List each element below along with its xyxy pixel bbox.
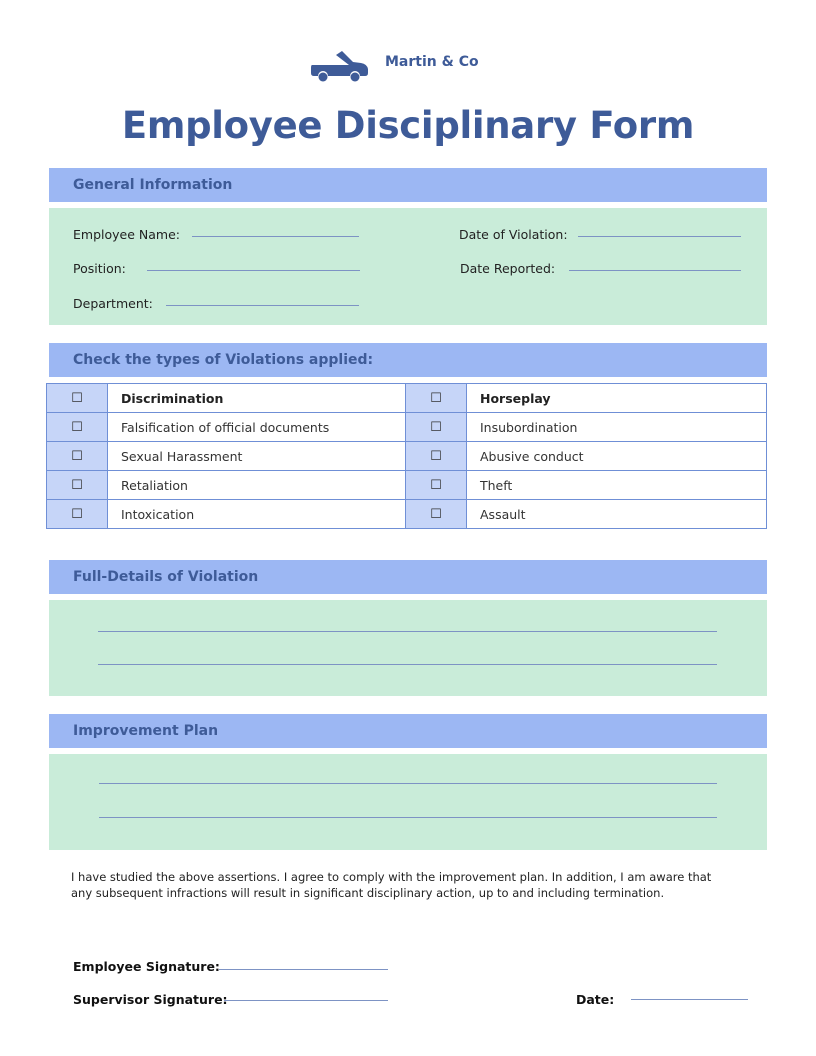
checkbox[interactable]: ☐	[47, 384, 108, 413]
checkbox[interactable]: ☐	[47, 442, 108, 471]
table-row	[47, 413, 767, 442]
date-of-violation-field[interactable]	[578, 236, 741, 237]
date-of-violation-label: Date of Violation:	[459, 227, 568, 242]
checkbox[interactable]: ☐	[406, 442, 467, 471]
date-reported-field[interactable]	[569, 270, 741, 271]
employee-name-label: Employee Name:	[73, 227, 180, 242]
table-row	[47, 500, 767, 529]
position-field[interactable]	[147, 270, 360, 271]
details-box	[49, 600, 767, 696]
violations-table	[46, 383, 767, 529]
general-information-heading: General Information	[49, 168, 767, 202]
violation-label: Abusive conduct	[467, 442, 767, 471]
agreement-statement: I have studied the above assertions. I agree to comply with the improvement plan. In addition, I am aware that any subsequent infractions will result in significant disciplinary action, up to and including termination.	[71, 870, 712, 900]
improvement-heading: Improvement Plan	[49, 714, 767, 748]
table-row	[47, 471, 767, 500]
violation-label: Intoxication	[108, 500, 406, 529]
table-row	[47, 384, 767, 413]
details-heading: Full-Details of Violation	[49, 560, 767, 594]
supervisor-signature-label: Supervisor Signature:	[73, 992, 228, 1007]
violation-label: Horseplay	[467, 384, 767, 413]
checkbox[interactable]: ☐	[406, 471, 467, 500]
supervisor-signature-field[interactable]	[224, 1000, 388, 1001]
employee-signature-label: Employee Signature:	[73, 959, 220, 974]
employee-name-field[interactable]	[192, 236, 359, 237]
violation-label: Assault	[467, 500, 767, 529]
date-label: Date:	[576, 992, 615, 1007]
page-title: Employee Disciplinary Form	[121, 104, 695, 147]
general-information-box	[49, 208, 767, 325]
checkbox[interactable]: ☐	[47, 500, 108, 529]
details-line[interactable]	[98, 631, 717, 632]
checkbox[interactable]: ☐	[406, 384, 467, 413]
violation-label: Retaliation	[108, 471, 406, 500]
violation-label: Falsification of official documents	[108, 413, 406, 442]
violation-label: Theft	[467, 471, 767, 500]
checkbox[interactable]: ☐	[406, 500, 467, 529]
department-field[interactable]	[166, 305, 359, 306]
violation-label: Discrimination	[108, 384, 406, 413]
improvement-line[interactable]	[99, 783, 717, 784]
department-label: Department:	[73, 296, 153, 311]
violation-label: Insubordination	[467, 413, 767, 442]
date-field[interactable]	[631, 999, 748, 1000]
car-icon	[309, 46, 371, 82]
table-row	[47, 442, 767, 471]
violation-label: Sexual Harassment	[108, 442, 406, 471]
position-label: Position:	[73, 261, 126, 276]
improvement-line[interactable]	[99, 817, 717, 818]
details-line[interactable]	[98, 664, 717, 665]
checkbox[interactable]: ☐	[406, 413, 467, 442]
checkbox[interactable]: ☐	[47, 471, 108, 500]
violations-heading: Check the types of Violations applied:	[49, 343, 767, 377]
company-name: Martin & Co	[385, 54, 479, 70]
improvement-box	[49, 754, 767, 850]
employee-signature-field[interactable]	[219, 969, 388, 970]
checkbox[interactable]: ☐	[47, 413, 108, 442]
date-reported-label: Date Reported:	[460, 261, 556, 276]
